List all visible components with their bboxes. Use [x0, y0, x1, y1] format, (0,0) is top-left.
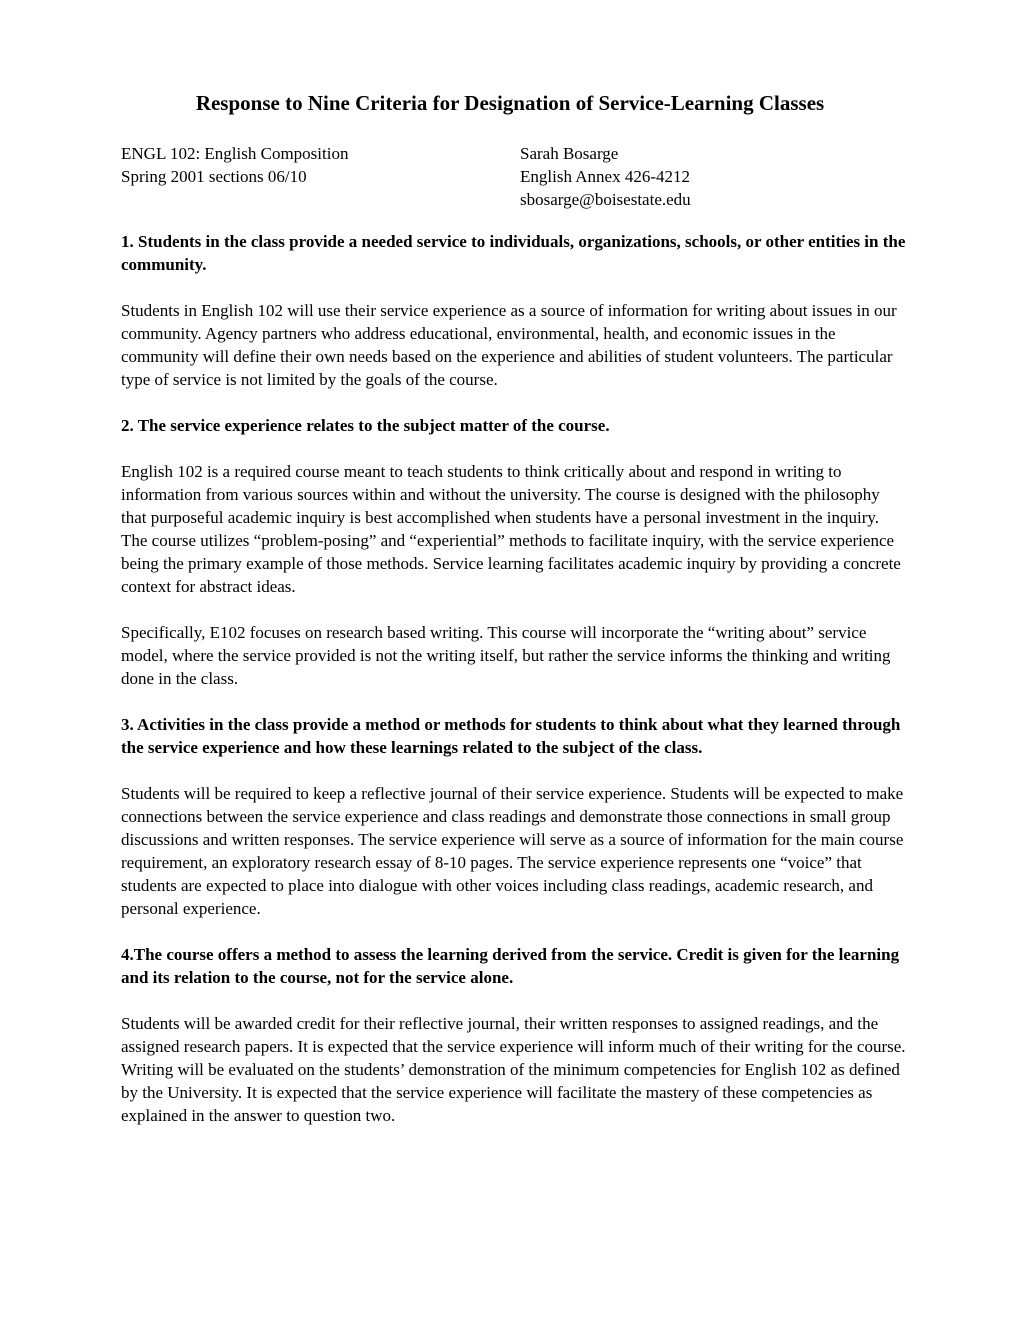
- criterion-heading: 3. Activities in the class provide a method or methods for students to think about what they learned through the service experience and how these learnings related to the subject of the class.: [121, 715, 901, 757]
- criterion-heading: 1. Students in the class provide a needed service to individuals, organizations, schools, or other entities in the community.: [121, 232, 906, 274]
- course-name: ENGL 102: English Composition: [121, 144, 349, 163]
- paragraph: Specifically, E102 focuses on research based writing. This course will incorporate the “writing about” service model, where the service provided is not the writing itself, but rather the service informs the thinking and writing done in the class.: [121, 623, 891, 688]
- document-title: Response to Nine Criteria for Designation of Service-Learning Classes: [195, 91, 825, 115]
- instructor-office: English Annex 426-4212: [520, 167, 690, 186]
- paragraph: Students in English 102 will use their service experience as a source of information for writing about issues in our community. Agency partners who address educational, environmental, health, and economic issues in the community will define their own needs based on the experience and abilities of student volunteers. The particular type of service is not limited by the goals of the course.: [121, 301, 897, 389]
- instructor-name: Sarah Bosarge: [520, 144, 619, 163]
- course-header: [121, 142, 921, 211]
- document-body: [121, 230, 906, 1150]
- paragraph: English 102 is a required course meant to teach students to think critically about and respond in writing to information from various sources within and without the university. The course is designed with the philosophy that purposeful academic inquiry is best accomplished when students have a personal investment in the inquiry. The course utilizes “problem-posing” and “experiential” methods to facilitate inquiry, with the service experience being the primary example of those methods. Service learning facilitates academic inquiry by providing a concrete context for abstract ideas.: [121, 462, 901, 596]
- course-term: Spring 2001 sections 06/10: [121, 167, 307, 186]
- criterion-heading: 2. The service experience relates to the subject matter of the course.: [121, 416, 610, 435]
- criterion-heading: 4.The course offers a method to assess the learning derived from the service. Credit is given for the learning and its relation to the course, not for the service alone.: [121, 945, 900, 987]
- instructor-email: sbosarge@boisestate.edu: [520, 190, 691, 209]
- paragraph: Students will be required to keep a reflective journal of their service experience. Students will be expected to make connections between the service experience and class readings and demonstrate those connections in small group discussions and written responses. The service experience will serve as a source of information for the main course requirement, an exploratory research essay of 8-10 pages. The service experience represents one “voice” that students are expected to place into dialogue with other voices including class readings, academic research, and personal experience.: [121, 784, 904, 918]
- paragraph: Students will be awarded credit for their reflective journal, their written responses to assigned readings, and the assigned research papers. It is expected that the service experience will inform much of their writing for the course. Writing will be evaluated on the students’ demonstration of the minimum competencies for English 102 as defined by the University. It is expected that the service experience will facilitate the mastery of these competencies as explained in the answer to question two.: [121, 1014, 906, 1125]
